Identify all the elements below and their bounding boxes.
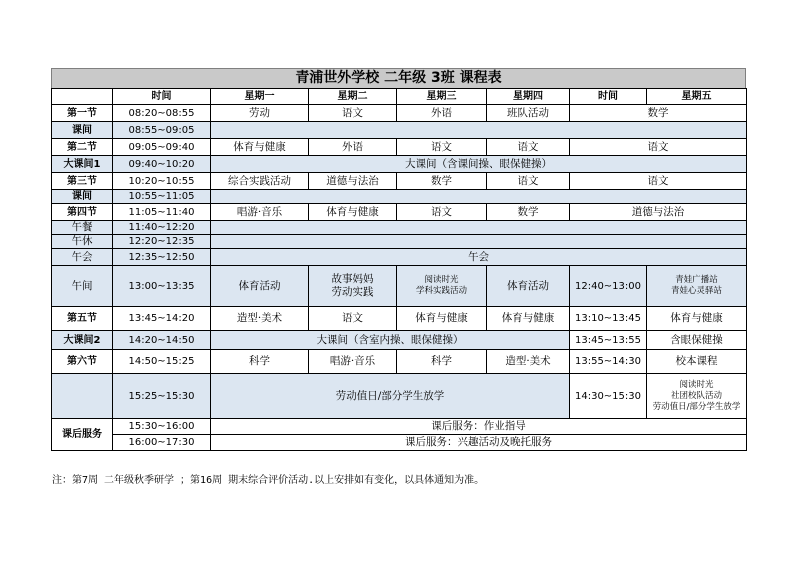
- time-cell: 13:10~13:45: [570, 307, 647, 331]
- schedule-table: [51, 88, 747, 451]
- footnote: 注：第7周 二年级秋季研学 ；第16周 期末综合评价活动.以上安排如有变化，以具体通知为准。: [52, 475, 485, 486]
- lesson-cell: 外语: [309, 139, 397, 156]
- header-cell: 时间: [113, 89, 211, 105]
- time-cell: 14:50~15:25: [113, 350, 211, 374]
- time-cell: 10:20~10:55: [113, 173, 211, 190]
- table-row: [52, 435, 747, 451]
- span-cell: 课后服务：兴趣活动及晚托服务: [211, 435, 747, 451]
- lesson-cell: 外语: [397, 105, 487, 122]
- page-title: 青浦世外学校 二年级 3班 课程表: [51, 68, 746, 88]
- period-label: 第六节: [52, 350, 113, 374]
- lesson-cell: 语文: [570, 139, 747, 156]
- lesson-cell: 科学: [397, 350, 487, 374]
- header-cell: 星期五: [647, 89, 747, 105]
- span-cell: 大课间（含课间操、眼保健操）: [211, 156, 747, 173]
- empty-cell: [211, 190, 747, 204]
- empty-cell: [211, 235, 747, 249]
- lesson-cell: 劳动: [211, 105, 309, 122]
- lesson-line: 劳动实践: [331, 286, 374, 298]
- lesson-cell: 科学: [211, 350, 309, 374]
- time-cell: 12:40~13:00: [570, 266, 647, 307]
- span-cell: 劳动值日/部分学生放学: [211, 374, 570, 419]
- lesson-cell: 语文: [570, 173, 747, 190]
- table-row: [52, 139, 747, 156]
- lesson-cell: 数学: [570, 105, 747, 122]
- lesson-cell: 语文: [397, 139, 487, 156]
- lesson-cell: 唱游·音乐: [211, 204, 309, 221]
- lesson-line: 阅读时光: [679, 379, 714, 390]
- lesson-cell: 语文: [487, 173, 570, 190]
- period-label: 午会: [52, 249, 113, 266]
- lesson-cell-multi: [647, 374, 747, 419]
- span-cell: 大课间（含室内操、眼保健操）: [211, 331, 570, 350]
- lesson-cell: 体育与健康: [309, 204, 397, 221]
- span-cell: 课后服务：作业指导: [211, 419, 747, 435]
- lesson-cell: 道德与法治: [570, 204, 747, 221]
- period-label: 第五节: [52, 307, 113, 331]
- time-cell: 13:45~13:55: [570, 331, 647, 350]
- time-cell: 14:20~14:50: [113, 331, 211, 350]
- table-row: [52, 350, 747, 374]
- table-row: [52, 307, 747, 331]
- time-cell: 12:20~12:35: [113, 235, 211, 249]
- time-cell: 13:55~14:30: [570, 350, 647, 374]
- lesson-cell: 体育与健康: [397, 307, 487, 331]
- lesson-cell: 体育活动: [211, 266, 309, 307]
- table-row: [52, 419, 747, 435]
- table-row: [52, 122, 747, 139]
- time-cell: 10:55~11:05: [113, 190, 211, 204]
- time-cell: 13:45~14:20: [113, 307, 211, 331]
- time-cell: 08:55~09:05: [113, 122, 211, 139]
- table-row: [52, 221, 747, 235]
- time-cell: 09:05~09:40: [113, 139, 211, 156]
- period-label: 大课间2: [52, 331, 113, 350]
- lesson-cell: 体育活动: [487, 266, 570, 307]
- empty-cell: [52, 374, 113, 419]
- period-label: 大课间1: [52, 156, 113, 173]
- lesson-cell: 体育与健康: [647, 307, 747, 331]
- header-cell: 星期二: [309, 89, 397, 105]
- time-cell: 11:05~11:40: [113, 204, 211, 221]
- lesson-cell: 道德与法治: [309, 173, 397, 190]
- table-row: [52, 249, 747, 266]
- timetable: [51, 68, 746, 451]
- time-cell: 14:30~15:30: [570, 374, 647, 419]
- table-row: [52, 173, 747, 190]
- lesson-cell: 唱游·音乐: [309, 350, 397, 374]
- lesson-cell: 语文: [309, 105, 397, 122]
- header-row: [52, 89, 747, 105]
- lesson-cell: 数学: [397, 173, 487, 190]
- period-label: 第二节: [52, 139, 113, 156]
- table-row: [52, 156, 747, 173]
- table-row: [52, 204, 747, 221]
- table-row: [52, 374, 747, 419]
- time-cell: 08:20~08:55: [113, 105, 211, 122]
- period-label: 课间: [52, 122, 113, 139]
- time-cell: 13:00~13:35: [113, 266, 211, 307]
- lesson-cell: 班队活动: [487, 105, 570, 122]
- period-label: 午间: [52, 266, 113, 307]
- lesson-line: 学科实践活动: [415, 286, 467, 296]
- header-cell: 星期三: [397, 89, 487, 105]
- span-cell: 午会: [211, 249, 747, 266]
- lesson-line: 社团校队活动: [670, 390, 722, 401]
- table-row: [52, 105, 747, 122]
- lesson-cell: 语文: [487, 139, 570, 156]
- time-cell: 15:25~15:30: [113, 374, 211, 419]
- lesson-cell: 含眼保健操: [647, 331, 747, 350]
- lesson-cell: 语文: [309, 307, 397, 331]
- lesson-cell-multi: [397, 266, 487, 307]
- period-label: 午餐: [52, 221, 113, 235]
- period-label: 课后服务: [52, 419, 113, 451]
- lesson-cell: 造型·美术: [211, 307, 309, 331]
- lesson-line: 青娃心灵驿站: [670, 286, 722, 296]
- lesson-cell: 体育与健康: [211, 139, 309, 156]
- lesson-cell: 校本课程: [647, 350, 747, 374]
- empty-cell: [211, 122, 747, 139]
- table-row: [52, 331, 747, 350]
- lesson-cell: 体育与健康: [487, 307, 570, 331]
- period-label: 午休: [52, 235, 113, 249]
- header-cell: 时间: [570, 89, 647, 105]
- lesson-cell-multi: [647, 266, 747, 307]
- header-cell: [52, 89, 113, 105]
- time-cell: 16:00~17:30: [113, 435, 211, 451]
- period-label: 课间: [52, 190, 113, 204]
- table-row: [52, 190, 747, 204]
- lesson-line: 劳动值日/部分学生放学: [652, 401, 741, 412]
- time-cell: 11:40~12:20: [113, 221, 211, 235]
- empty-cell: [211, 221, 747, 235]
- lesson-cell: 造型·美术: [487, 350, 570, 374]
- lesson-line: 阅读时光: [424, 275, 459, 285]
- period-label: 第四节: [52, 204, 113, 221]
- lesson-line: 青娃广播站: [675, 275, 718, 285]
- header-cell: 星期一: [211, 89, 309, 105]
- lesson-cell: 综合实践活动: [211, 173, 309, 190]
- time-cell: 12:35~12:50: [113, 249, 211, 266]
- period-label: 第一节: [52, 105, 113, 122]
- time-cell: 09:40~10:20: [113, 156, 211, 173]
- lesson-cell-multi: [309, 266, 397, 307]
- lesson-line: 故事妈妈: [331, 273, 374, 285]
- table-row: [52, 266, 747, 307]
- header-cell: 星期四: [487, 89, 570, 105]
- table-row: [52, 235, 747, 249]
- period-label: 第三节: [52, 173, 113, 190]
- time-cell: 15:30~16:00: [113, 419, 211, 435]
- lesson-cell: 语文: [397, 204, 487, 221]
- lesson-cell: 数学: [487, 204, 570, 221]
